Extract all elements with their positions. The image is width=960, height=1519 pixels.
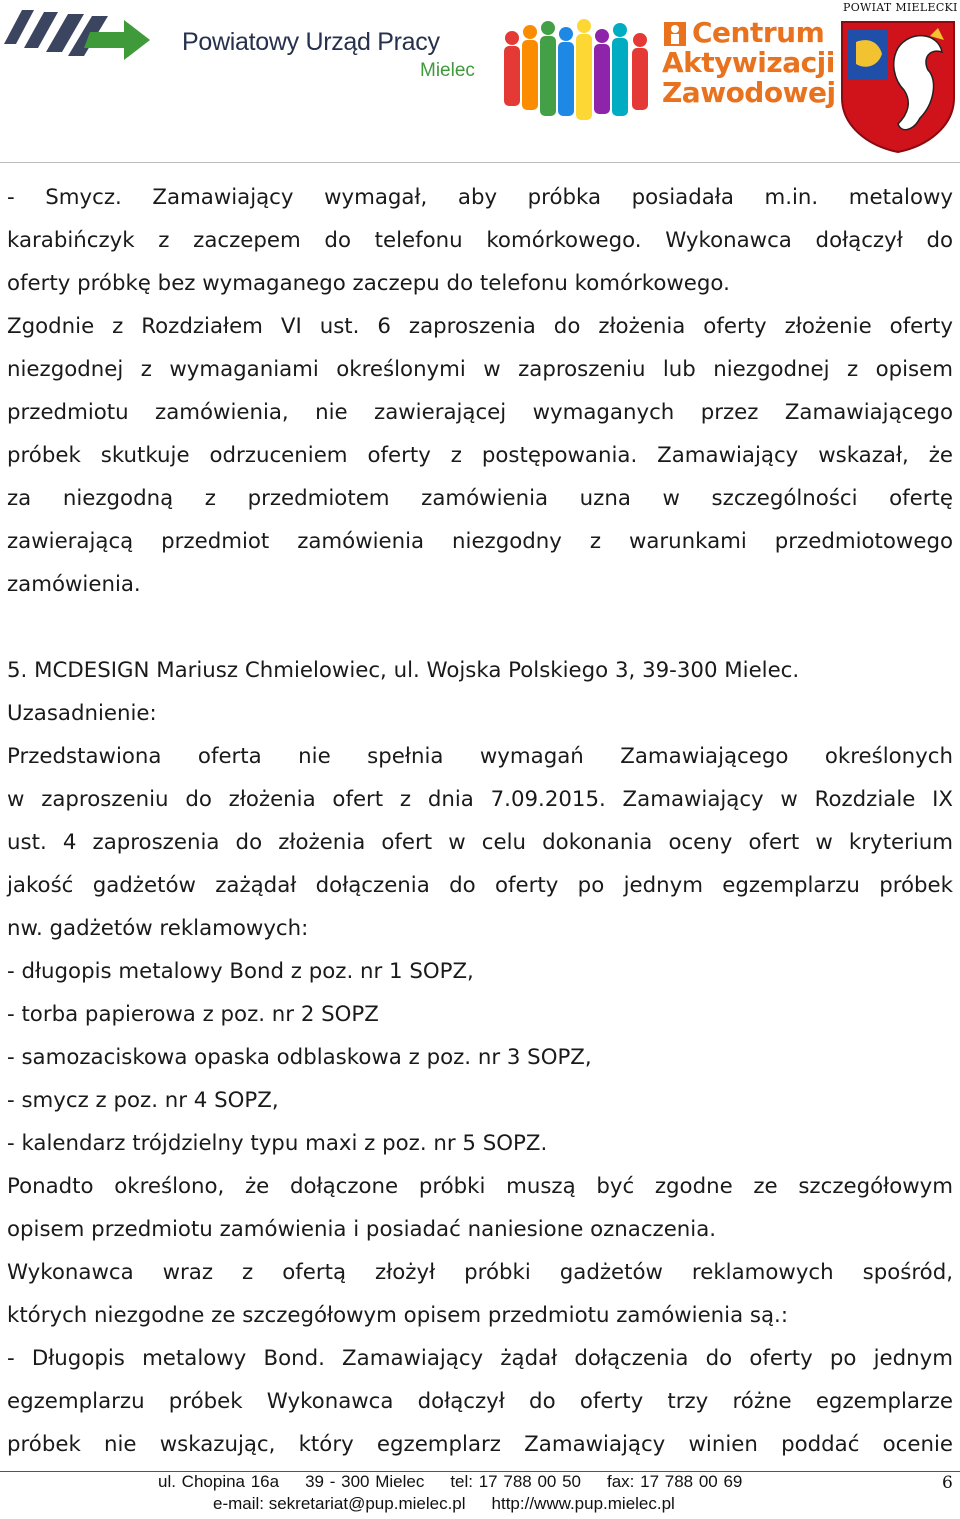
text-line: oferty próbkę bez wymaganego zaczepu do telefonu komórkowego.: [7, 271, 730, 296]
powiat-label: POWIAT MIELECKI: [843, 1, 958, 14]
text-line: nw. gadżetów reklamowych:: [7, 916, 309, 941]
text-line: Przedstawiona oferta nie spełnia wymagań Zamawiającego określonych: [7, 744, 953, 769]
text-line: Zgodnie z Rozdziałem VI ust. 6 zaproszenia do złożenia oferty złożenie oferty: [7, 314, 953, 339]
list-item: - torba papierowa z poz. nr 2 SOPZ: [7, 1002, 379, 1027]
list-item: - smycz z poz. nr 4 SOPZ,: [7, 1088, 279, 1113]
footer-contact-row: [158, 1472, 768, 1492]
org-city: Mielec: [420, 60, 475, 81]
pup-logo-icon: [4, 4, 154, 66]
section-heading: 5. MCDESIGN Mariusz Chmielowiec, ul. Wojska Polskiego 3, 39-300 Mielec.: [7, 658, 800, 683]
text-line: egzemplarzu próbek Wykonawca dołączył do oferty trzy różne egzemplarze: [7, 1389, 953, 1414]
header-divider: [0, 162, 960, 163]
center-title-line3: Zawodowej: [662, 76, 836, 109]
center-title: [662, 16, 836, 109]
text-line: jakość gadżetów zażądał dołączenia do oferty po jednym egzemplarzu próbek: [7, 873, 953, 898]
text-line: przedmiotu zamówienia, nie zawierającej wymaganych przez Zamawiającego: [7, 400, 953, 425]
text-line: karabińczyk z zaczepem do telefonu komórkowego. Wykonawca dołączył do: [7, 228, 953, 253]
footer-web-link[interactable]: http://www.pup.mielec.pl: [491, 1494, 675, 1513]
text-line: Ponadto określono, że dołączone próbki muszą być zgodne ze szczegółowym: [7, 1174, 953, 1199]
text-line: których niezgodne ze szczegółowym opisem przedmiotu zamówienia są.:: [7, 1303, 788, 1328]
center-title-line2: Aktywizacji: [662, 46, 835, 79]
footer-fax: fax: 17 788 00 69: [607, 1472, 743, 1491]
paragraph-gap: [7, 606, 953, 649]
text-line: w zaproszeniu do złożenia ofert z dnia 7.09.2015. Zamawiający w Rozdziale IX: [7, 787, 953, 812]
people-silhouettes-icon: [500, 16, 660, 126]
text-line: próbek skutkuje odrzuceniem oferty z postępowania. Zamawiający wskazał, że: [7, 443, 953, 468]
text-line: - Smycz. Zamawiający wymagał, aby próbka posiadała m.in. metalowy: [7, 185, 953, 210]
center-title-line1: Centrum: [692, 16, 825, 49]
document-body: [7, 176, 953, 1466]
footer-postal: 39 - 300 Mielec: [305, 1472, 425, 1491]
text-line: za niezgodną z przedmiotem zamówienia uzna w szczególności ofertę: [7, 486, 953, 511]
footer-email-link[interactable]: e-mail: sekretariat@pup.mielec.pl: [213, 1494, 466, 1513]
text-line: opisem przedmiotu zamówienia i posiadać naniesione oznaczenia.: [7, 1217, 717, 1242]
footer-tel: tel: 17 788 00 50: [450, 1472, 581, 1491]
list-item: - kalendarz trójdzielny typu maxi z poz. nr 5 SOPZ.: [7, 1131, 548, 1156]
text-line: próbek nie wskazując, który egzemplarz Zamawiający winien poddać ocenie: [7, 1432, 953, 1457]
text-line: Wykonawca wraz z ofertą złożył próbki gadżetów reklamowych spośród,: [7, 1260, 953, 1285]
text-line: niezgodnej z wymaganiami określonymi w zaproszeniu lub niezgodnej z opisem: [7, 357, 953, 382]
page-header: [0, 0, 960, 160]
list-item: - samozaciskowa opaska odblaskowa z poz. nr 3 SOPZ,: [7, 1045, 592, 1070]
text-line: zawierającą przedmiot zamówienia niezgodny z warunkami przedmiotowego: [7, 529, 953, 554]
text-line: zamówienia.: [7, 572, 141, 597]
text-line: ust. 4 zaproszenia do złożenia ofert w celu dokonania oceny ofert w kryterium: [7, 830, 953, 855]
text-line: - Długopis metalowy Bond. Zamawiający żądał dołączenia do oferty po jednym: [7, 1346, 953, 1371]
footer-address: ul. Chopina 16a: [158, 1472, 280, 1491]
org-name: Powiatowy Urząd Pracy: [182, 28, 440, 56]
powiat-crest-icon: [838, 18, 958, 154]
list-item: - długopis metalowy Bond z poz. nr 1 SOPZ,: [7, 959, 474, 984]
text-line: Uzasadnienie:: [7, 701, 157, 726]
page-number: 6: [942, 1473, 953, 1493]
footer-links-row: [213, 1494, 701, 1514]
